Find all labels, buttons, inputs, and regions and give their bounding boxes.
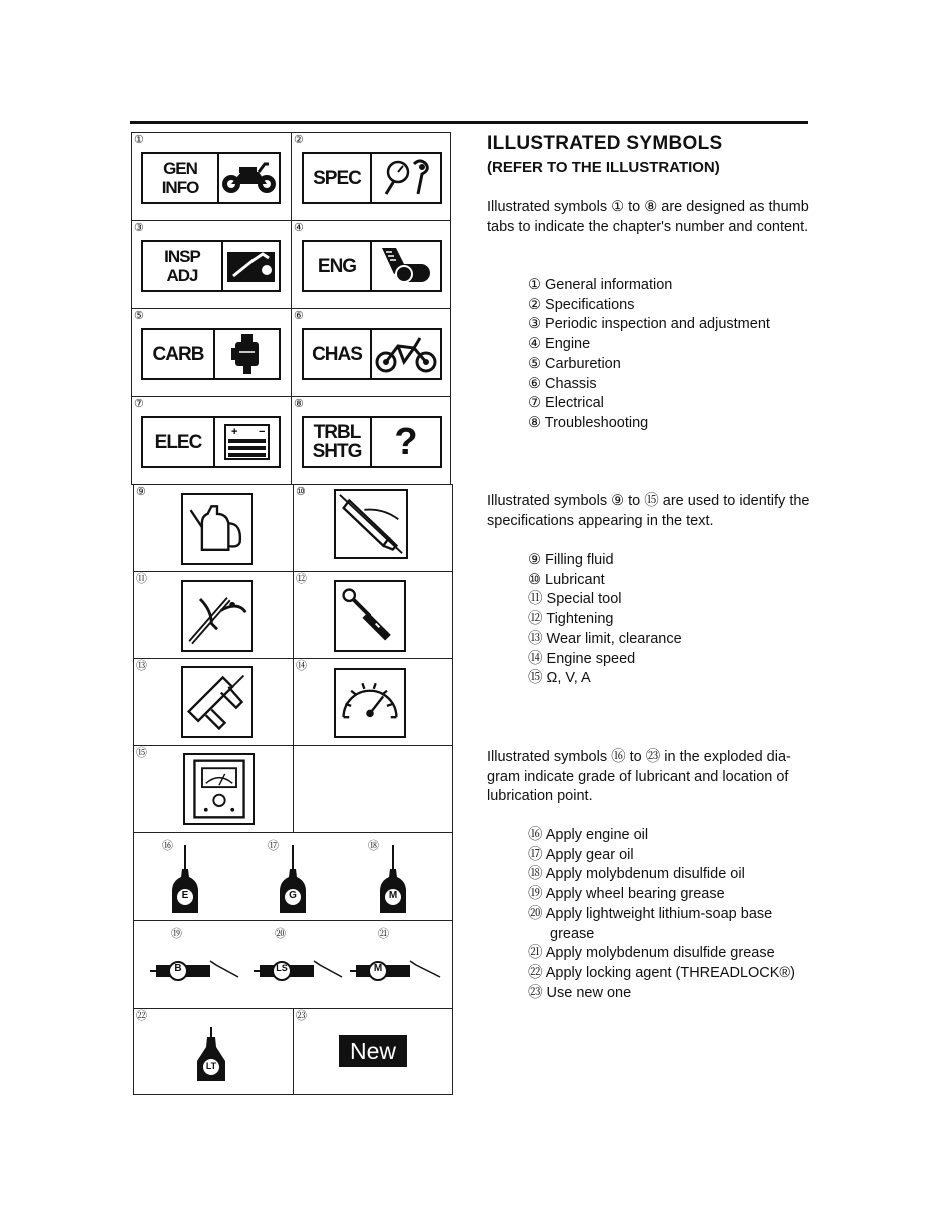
cell-number: ⑤ xyxy=(134,310,144,322)
symbol-cell-7 xyxy=(131,396,292,485)
tab-label: GEN INFO xyxy=(143,154,219,202)
carburetor-icon xyxy=(215,330,279,378)
symbol-cell-8 xyxy=(291,396,451,485)
cell-number: ⑧ xyxy=(294,398,304,410)
tab-gen-info xyxy=(141,152,281,204)
cell-number: ⑥ xyxy=(294,310,304,322)
tab-label: CHAS xyxy=(304,330,372,378)
cell-number: ⑩ xyxy=(296,486,306,498)
symbol-cell-14 xyxy=(293,658,453,746)
cell-number: ② xyxy=(294,134,304,146)
page-subtitle: (REFER TO THE ILLUSTRATION) xyxy=(487,159,720,176)
grease-letter: LS xyxy=(276,963,288,973)
symbol-cell-9 xyxy=(133,484,294,572)
symbol-cell-12 xyxy=(293,571,453,659)
question-mark-icon: ? xyxy=(394,420,418,463)
tab-insp-adj xyxy=(141,240,281,292)
cell-number: ⑮ xyxy=(136,747,147,759)
symbol-cell-10 xyxy=(293,484,453,572)
cell-number: ⑳ xyxy=(275,928,286,940)
cell-number: ⑭ xyxy=(296,660,307,672)
section1-intro: Illustrated symbols ① to ⑧ are designed as thumb tabs to indicate the chapter's number and content. xyxy=(487,199,809,235)
tab-label: INSP ADJ xyxy=(143,242,223,290)
list-item: ⑦ Electrical xyxy=(528,395,604,412)
symbol-cell-5 xyxy=(131,308,292,397)
symbol-cell-3 xyxy=(131,220,292,309)
section2-intro: Illustrated symbols ⑨ to ⑮ are used to identify the specifications appearing in the text. xyxy=(487,493,810,529)
gear-oil-icon xyxy=(279,845,307,915)
oil-letter: M xyxy=(388,890,398,901)
list-item: ⑩ Lubricant xyxy=(528,571,605,588)
section3-intro: Illustrated symbols ⑯ to ㉓ in the exploded dia- gram indicate grade of lubricant and location of lubrication point. xyxy=(487,749,791,805)
tab-elec xyxy=(141,416,281,468)
molybdenum-oil-icon xyxy=(379,845,407,915)
cell-number: ⑨ xyxy=(136,486,146,498)
chassis-frame-icon xyxy=(372,330,440,378)
cell-number: ㉓ xyxy=(296,1010,307,1022)
tab-label: ENG xyxy=(304,242,372,290)
list-item: ⑳ Apply lightweight lithium-soap base xyxy=(528,905,773,922)
cell-number: ⑬ xyxy=(136,660,147,672)
symbol-cell-2 xyxy=(291,132,451,221)
engine-piston-icon xyxy=(372,242,440,290)
list-item: ⑧ Troubleshooting xyxy=(528,414,649,431)
cell-number: ⑯ xyxy=(162,840,173,852)
section2-list xyxy=(528,551,818,689)
tab-label: TRBL SHTG xyxy=(304,418,372,466)
gauge-tools-icon xyxy=(372,154,440,202)
list-item: grease xyxy=(550,925,595,942)
cell-number: ㉒ xyxy=(136,1010,147,1022)
svg-text:−: − xyxy=(259,426,266,438)
engine-oil-icon xyxy=(171,845,199,915)
cell-number: ⑫ xyxy=(296,573,307,585)
cell-number: ⑦ xyxy=(134,398,144,410)
symbol-cell-6 xyxy=(291,308,451,397)
svg-text:+: + xyxy=(231,426,238,438)
tab-label: ELEC xyxy=(143,418,215,466)
tab-chas xyxy=(302,328,442,380)
symbol-cell-22 xyxy=(133,1008,294,1095)
symbol-cell-4 xyxy=(291,220,451,309)
top-rule xyxy=(130,121,808,124)
list-item: ⑥ Chassis xyxy=(528,375,597,392)
list-item: ③ Periodic inspection and adjustment xyxy=(528,316,770,333)
grease-tube-icon xyxy=(334,489,408,559)
tachometer-icon xyxy=(334,668,406,738)
grease-symbols-row xyxy=(133,920,453,1009)
multimeter-icon xyxy=(183,753,255,825)
tab-label: SPEC xyxy=(304,154,372,202)
cell-number: ③ xyxy=(134,222,144,234)
tab-trbl-shtg xyxy=(302,416,442,468)
symbol-cell-15 xyxy=(133,745,294,833)
list-item: ⑮ Ω, V, A xyxy=(528,670,591,687)
list-item: ⑲ Apply wheel bearing grease xyxy=(528,886,725,903)
list-item: ④ Engine xyxy=(528,336,591,353)
list-item: ② Specifications xyxy=(528,296,635,313)
list-item: ⑱ Apply molybdenum disulfide oil xyxy=(528,866,745,883)
caliper-icon xyxy=(181,666,253,738)
cell-number: ① xyxy=(134,134,144,146)
new-part-label: New xyxy=(339,1035,407,1067)
cell-number: ⑲ xyxy=(171,928,182,940)
list-item: ㉒ Apply locking agent (THREADLOCK®) xyxy=(528,964,795,981)
list-item: ⑭ Engine speed xyxy=(528,650,636,667)
list-item: ㉑ Apply molybdenum disulfide grease xyxy=(528,945,775,962)
section1-list xyxy=(528,276,818,434)
list-item: ① General information xyxy=(528,277,673,293)
battery-icon xyxy=(215,418,279,466)
symbol-cell-13 xyxy=(133,658,294,746)
torque-wrench-icon xyxy=(334,580,406,652)
grease-letter: B xyxy=(174,963,182,974)
motorcycle-icon xyxy=(219,154,279,202)
list-item: ⑤ Carburetion xyxy=(528,355,621,372)
oil-symbols-row xyxy=(133,832,453,921)
list-item: ⑰ Apply gear oil xyxy=(528,846,634,863)
symbol-cell-1 xyxy=(131,132,292,221)
lt-letter: LT xyxy=(205,1061,217,1071)
list-item: ⑫ Tightening xyxy=(528,611,614,628)
grease-letter: M xyxy=(373,963,383,974)
list-item: ⑪ Special tool xyxy=(528,591,622,608)
list-item: ⑯ Apply engine oil xyxy=(528,827,649,843)
cell-number: ⑱ xyxy=(368,840,379,852)
lithium-grease-icon xyxy=(254,957,344,981)
tab-carb xyxy=(141,328,281,380)
tab-label: CARB xyxy=(143,330,215,378)
wheel-bearing-grease-icon xyxy=(150,957,240,981)
oil-can-icon xyxy=(181,493,253,565)
cell-number: ㉑ xyxy=(378,928,389,940)
list-item: ⑨ Filling fluid xyxy=(528,552,614,568)
tab-eng xyxy=(302,240,442,292)
symbol-cell-11 xyxy=(133,571,294,659)
special-tool-icon xyxy=(181,580,253,652)
molybdenum-grease-icon xyxy=(350,957,442,981)
symbol-cell-blank xyxy=(293,745,453,833)
section3-list xyxy=(528,826,818,1003)
locking-agent-icon xyxy=(195,1027,227,1083)
oil-letter: E xyxy=(181,890,189,901)
list-item: ⑬ Wear limit, clearance xyxy=(528,630,682,647)
tab-spec xyxy=(302,152,442,204)
inspection-icon xyxy=(223,242,279,290)
cell-number: ④ xyxy=(294,222,304,234)
oil-letter: G xyxy=(289,890,297,901)
cell-number: ⑰ xyxy=(268,840,279,852)
page-title: ILLUSTRATED SYMBOLS xyxy=(487,133,723,154)
cell-number: ⑪ xyxy=(136,573,147,585)
list-item: ㉓ Use new one xyxy=(528,984,632,1001)
